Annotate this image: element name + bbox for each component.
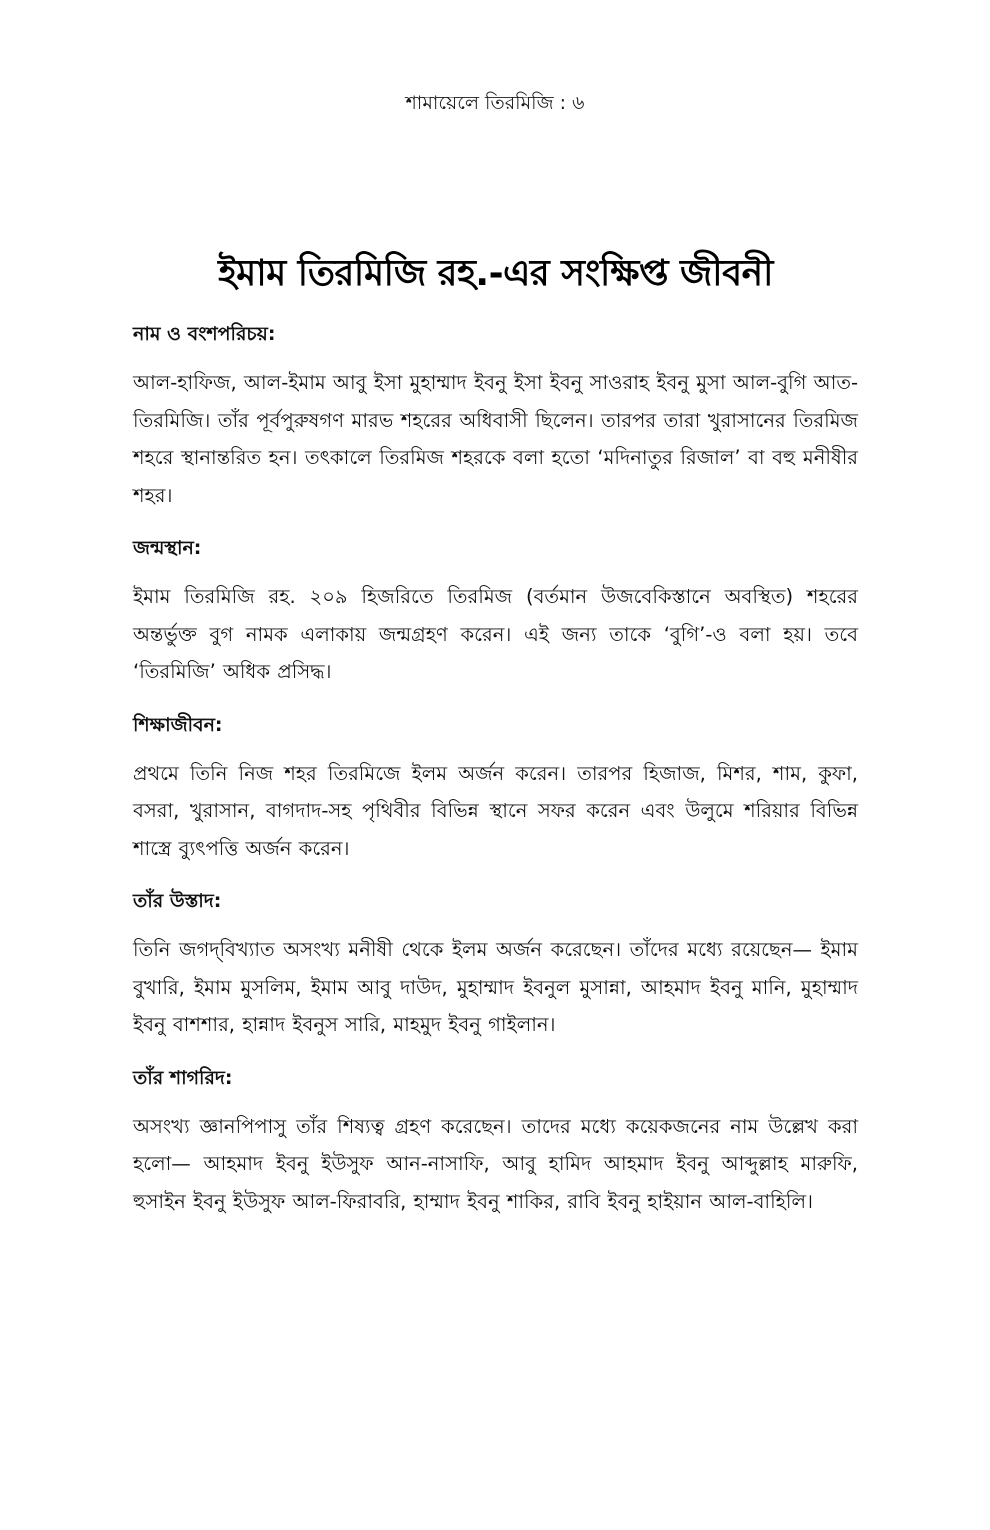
section-heading: জন্মস্থান:: [133, 537, 202, 559]
section-birthplace: [133, 534, 858, 691]
running-header: শামায়েলে তিরমিজি : ৬: [405, 92, 585, 114]
article-body: [133, 248, 858, 1220]
section-heading: তাঁর শাগরিদ:: [133, 1066, 233, 1089]
section-paragraph: আল-হাফিজ, আল-ইমাম আবু ইসা মুহাম্মাদ ইবনু ইসা ইবনু সাওরাহ ইবনু মুসা আল-বুগি আত-তিরমিজি। তাঁর পূর্বপুরুষগণ মারভ শহরের অধিবাসী ছিলেন। তারপর তারা খুরাসানের তিরমিজ শহরে স্থানান্তরিত হন। তৎকালে তিরমিজ শহরকে বলা হতো ‘মদিনাতুর রিজাল’ বা বহু মনীষীর শহর।: [133, 371, 858, 507]
section-heading: নাম ও বংশপরিচয়:: [133, 323, 276, 345]
section-name-lineage: [133, 320, 858, 514]
section-heading: তাঁর উস্তাদ:: [133, 890, 222, 912]
section-education: [133, 711, 858, 868]
section-paragraph: প্রথমে তিনি নিজ শহর তিরমিজে ইলম অর্জন করেন। তারপর হিজাজ, মিশর, শাম, কুফা, বসরা, খুরাসান, বাগদাদ-সহ পৃথিবীর বিভিন্ন স্থানে সফর করেন এবং উলুমে শরিয়ার বিভিন্ন শাস্ত্রে ব্যুৎপত্তি অর্জন করেন।: [133, 761, 858, 860]
section-students: [133, 1064, 858, 1221]
section-paragraph: ইমাম তিরমিজি রহ. ২০৯ হিজরিতে তিরমিজ (বর্তমান উজবেকিস্তানে অবস্থিত) শহরের অন্তর্ভুক্ত বুগ নামক এলাকায় জন্মগ্রহণ করেন। এই জন্য তাকে ‘বুগি’-ও বলা হয়। তবে ‘তিরমিজি’ অধিক প্রসিদ্ধ।: [133, 585, 858, 683]
section-heading: শিক্ষাজীবন:: [133, 713, 223, 736]
article-title: ইমাম তিরমিজি রহ.-এর সংক্ষিপ্ত জীবনী: [218, 253, 773, 294]
section-teachers: [133, 887, 858, 1044]
section-paragraph: তিনি জগদ্‌বিখ্যাত অসংখ্য মনীষী থেকে ইলম অর্জন করেছেন। তাঁদের মধ্যে রয়েছেন— ইমাম বুখারি, ইমাম মুসলিম, ইমাম আবু দাউদ, মুহাম্মাদ ইবনুল মুসান্না, আহমাদ ইবনু মানি, মুহাম্মাদ ইবনু বাশশার, হান্নাদ ইবনুস সারি, মাহমুদ ইবনু গাইলান।: [133, 938, 858, 1036]
section-paragraph: অসংখ্য জ্ঞানপিপাসু তাঁর শিষ্যত্ব গ্রহণ করেছেন। তাদের মধ্যে কয়েকজনের নাম উল্লেখ করা হলো— আহমাদ ইবনু ইউসুফ আন-নাসাফি, আবু হামিদ আহমাদ ইবনু আব্দুল্লাহ মারুফি, হুসাইন ইবনু ইউসুফ আল-ফিরাবরি, হাম্মাদ ইবনু শাকির, রাবি ইবনু হাইয়ান আল-বাহিলি।: [133, 1114, 858, 1213]
